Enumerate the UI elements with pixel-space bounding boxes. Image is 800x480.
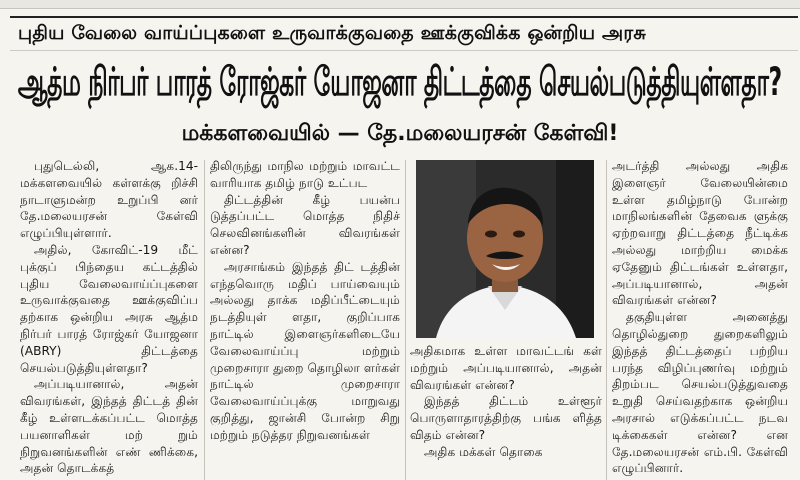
kicker-text: புதிய வேலை வாய்ப்புகளை உருவாக்குவதை ஊக்குவிக்க ஒன்றிய அரசு (18, 21, 646, 44)
paragraph: அதில், கோவிட்-19 மீட் புக்குப் பிந்தைய கட்டத்தில் புதிய வேலைவாய்ப்புகளை உருவாக்குவதை ஊக்குவிப்ப தற்காக ஒன்றிய அரசு ஆத்ம நிர்பர் பாரத் ரோஜ்கர் யோஜனா (ABRY) திட்டத்தை செயல்படுத்தியுள்ளதா? (20, 242, 198, 375)
column-2 (210, 158, 400, 444)
column-divider (606, 160, 607, 480)
subheadline-text: மக்களவையில் — தே.மலையரசன் கேள்வி! (181, 121, 619, 146)
paragraph: இந்தத் திட்டம் உள்ளூர் பொருளாதாரத்திற்கு பங்க ளித்த விதம் என்ன? (410, 394, 602, 442)
column-divider (405, 160, 406, 480)
kicker-line (10, 16, 798, 51)
column-1 (20, 158, 198, 477)
top-strip (0, 0, 800, 9)
paragraph: அரசாங்கம் இந்தத் திட் டத்தின் எந்தவொரு மதிப் பாய்வையும் அல்லது தாக்க மதிப்பீட்டையும் நடத்தியுள் ளதா, குறிப்பாக நாட்டில் இளைஞர்களிடையே வேலைவாய்ப்பு மற்றும் முறைசாரா துறை தொழிலா ளர்கள் நாட்டில் முறைசாரா வேலைவாய்ப்புக்கு மாறுவது குறித்து, ஜான்சி போன்ற சிறு மற்றும் நடுத்தர நிறுவனங்கள் (210, 259, 400, 442)
paragraph: திட்டத்தின் கீழ் பயன்ப டுத்தப்பட்ட மொத்த நிதிச் செலவினங்களின் விவரங்கள் என்ன? (210, 192, 400, 257)
headline (14, 56, 786, 112)
column-3 (410, 343, 602, 461)
subheadline (0, 118, 800, 152)
portrait-photo (416, 160, 594, 338)
column-divider (204, 160, 205, 480)
paragraph: புதுடெல்லி, ஆக.14- மக்களவையில் கள்ளக்கு றிச்சி நாடாளுமன்ற உறுப்பி னர் தே.மலையரசன் கேள்வி எழுப்பியுள்ளார். (20, 159, 198, 241)
portrait-image (416, 160, 594, 338)
paragraph: அப்படியானால், அதன் விவரங்கள், இந்தத் திட்டத் தின் கீழ் உள்ளடக்கப்பட்ட மொத்த பயனாளிகள் மற் றும் நிறுவனங்களின் எண் ணிக்கை, அதன் தொடக்கத் (20, 377, 198, 476)
paragraph: திலிருந்து மாநில மற்றும் மாவட்ட வாரியாக தமிழ் நாடு உட்பட (210, 159, 400, 190)
paragraph: அதிக மக்கள் தொகை (424, 444, 543, 459)
column-4 (612, 158, 788, 477)
paragraph: அதிகமாக உள்ள மாவட்டங் கள் மற்றும் அப்படியானால், அதன் விவரங்கள் என்ன? (410, 344, 602, 392)
headline-text: ஆத்ம நிர்பர் பாரத் ரோஜ்கர் யோஜனா திட்டத்தை செயல்படுத்தியுள்ளதா? (18, 58, 782, 105)
paragraph: அடர்த்தி அல்லது அதிக இளைஞர் வேலையின்மை உள்ள தமிழ்நாடு போன்ற மாநிலங்களின் தேவைக ளுக்கு ஏற்றவாறு திட்டத்தை நீட்டிக்க அல்லது மாற்றிய மைக்க ஏதேனும் திட்டங்கள் உள்ளதா, அப்படியானால், அதன் விவரங்கள் என்ன? (612, 159, 788, 308)
paragraph: தகுதியுள்ள அனைத்து தொழில்துறை துறைகளிலும் இந்தத் திட்டத்தைப் பற்றிய பரந்த விழிப்புணர்வு மற்றும் திறம்பட செயல்படுத்துவதை உறுதி செய்வதற்காக ஒன்றிய அரசால் எடுக்கப்பட்ட நடவ டிக்கைகள் என்ன? என தே.மலையரசன் எம்.பி. கேள்வி எழுப்பினார். (612, 310, 788, 476)
